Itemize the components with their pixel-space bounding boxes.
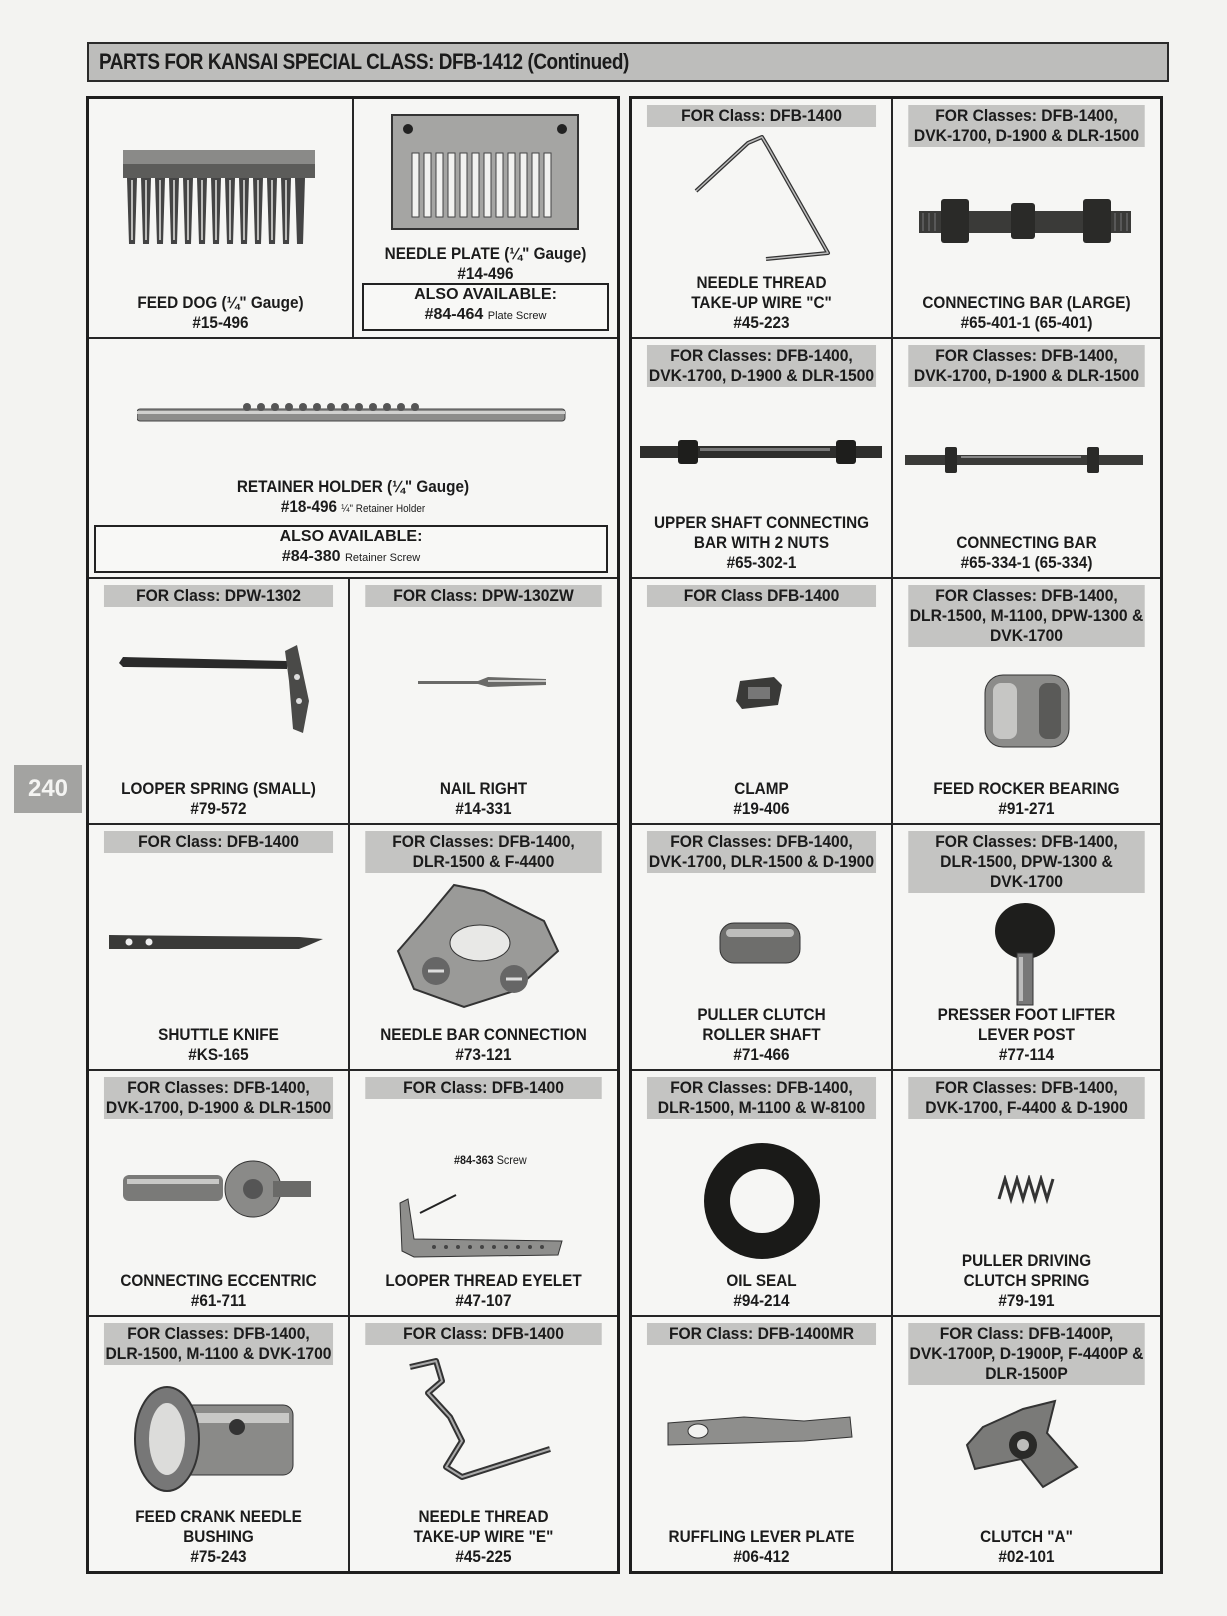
- needle-bar-connection-caption: [363, 1025, 603, 1065]
- oil-seal-image: [702, 1141, 822, 1261]
- needle-plate-name: NEEDLE PLATE (¼" Gauge): [384, 244, 587, 263]
- presser-foot-lifter-image: [991, 901, 1061, 1007]
- page-number-tab: [14, 765, 82, 813]
- feed-dog-caption: [102, 293, 339, 333]
- feed-rocker-bearing-class-banner: FOR Classes: DFB-1400, DLR-1500, M-1100, DPW-1300 & DVK-1700: [909, 586, 1144, 645]
- part-card-oil-seal: [632, 1071, 893, 1317]
- feed-dog-part: #15-496: [192, 313, 249, 332]
- needle-bar-connection-image: [394, 881, 564, 1011]
- ruffling-lever-plate-part: #06-412: [733, 1547, 790, 1566]
- plate-screw-desc: Plate Screw: [487, 310, 547, 322]
- part-card-looper-thread-eyelet: [350, 1071, 617, 1317]
- ruffling-lever-plate-caption: [645, 1527, 878, 1567]
- looper-spring-caption: [102, 779, 335, 819]
- part-card-feed-dog: [89, 99, 354, 339]
- plate-screw-part: #84-464: [424, 306, 484, 323]
- presser-foot-lifter-class-banner: FOR Classes: DFB-1400, DLR-1500, DPW-1300 & DVK-1700: [908, 831, 1144, 893]
- upper-shaft-bar-class-banner: FOR Classes: DFB-1400, DVK-1700, D-1900 & DLR-1500: [648, 346, 875, 385]
- looper-spring-image: [117, 641, 317, 741]
- part-card-feed-rocker-bearing: [893, 579, 1160, 825]
- shuttle-knife-image: [109, 931, 329, 955]
- feed-dog-image: [119, 144, 319, 244]
- take-up-wire-c-part: #45-223: [733, 313, 790, 332]
- connecting-eccentric-name: CONNECTING ECCENTRIC: [120, 1271, 317, 1290]
- upper-shaft-bar-part: #65-302-1: [726, 553, 797, 572]
- ruffling-lever-plate-image: [664, 1413, 854, 1453]
- part-card-clamp: [632, 579, 893, 825]
- clamp-name: CLAMP: [734, 779, 789, 798]
- puller-driving-spring-name-line1: PULLER DRIVING: [961, 1251, 1092, 1270]
- needle-plate-image: [390, 113, 580, 231]
- nail-right-part: #14-331: [455, 799, 512, 818]
- connecting-bar-part: #65-334-1 (65-334): [960, 553, 1093, 572]
- connecting-bar-name: CONNECTING BAR: [956, 533, 1097, 552]
- connecting-bar-large-part: #65-401-1 (65-401): [960, 313, 1093, 332]
- ruffling-lever-plate-name: RUFFLING LEVER PLATE: [668, 1527, 855, 1546]
- connecting-bar-class-banner: FOR Classes: DFB-1400, DVK-1700, D-1900 & DLR-1500: [908, 345, 1144, 387]
- part-card-connecting-bar: [893, 339, 1160, 579]
- presser-foot-lifter-name-line2: LEVER POST: [978, 1025, 1075, 1044]
- connecting-bar-large-class-banner: FOR Classes: DFB-1400, DVK-1700, D-1900 & DLR-1500: [908, 105, 1144, 147]
- feed-crank-bushing-part: #75-243: [190, 1547, 247, 1566]
- needle-plate-also-available: [362, 283, 609, 331]
- feed-rocker-bearing-image: [979, 671, 1075, 751]
- part-card-puller-driving-spring: [893, 1071, 1160, 1317]
- nail-right-name: NAIL RIGHT: [439, 779, 528, 798]
- connecting-eccentric-caption: [102, 1271, 335, 1311]
- presser-foot-lifter-name-line1: PRESSER FOOT LIFTER: [937, 1005, 1116, 1024]
- oil-seal-class-banner: FOR Classes: DFB-1400, DLR-1500, M-1100 & W-8100: [647, 1077, 876, 1119]
- part-card-clutch-a: [893, 1317, 1160, 1571]
- feed-crank-bushing-class-banner: FOR Classes: DFB-1400, DLR-1500, M-1100 & DVK-1700: [105, 1324, 332, 1363]
- needle-bar-connection-class-banner: FOR Classes: DFB-1400, DLR-1500 & F-4400: [365, 831, 601, 873]
- nail-right-caption: [363, 779, 603, 819]
- connecting-bar-image: [905, 445, 1145, 475]
- shuttle-knife-class-banner: FOR Class: DFB-1400: [104, 831, 333, 853]
- feed-crank-bushing-name: FEED CRANK NEEDLE BUSHING: [135, 1507, 302, 1546]
- needle-bar-connection-part: #73-121: [455, 1045, 512, 1064]
- feed-rocker-bearing-part: #91-271: [998, 799, 1055, 818]
- oil-seal-part: #94-214: [733, 1291, 790, 1310]
- puller-clutch-roller-caption: [645, 1005, 878, 1065]
- connecting-bar-large-image: [919, 191, 1133, 251]
- oil-seal-caption: [645, 1271, 878, 1311]
- needle-bar-connection-name: NEEDLE BAR CONNECTION: [380, 1025, 587, 1044]
- oil-seal-name: OIL SEAL: [726, 1271, 797, 1290]
- shuttle-knife-caption: [102, 1025, 335, 1065]
- part-card-take-up-wire-c: [632, 99, 893, 339]
- puller-clutch-roller-name-line2: ROLLER SHAFT: [702, 1025, 821, 1044]
- puller-clutch-roller-image: [718, 921, 802, 965]
- clutch-a-class-banner: FOR Class: DFB-1400P, DVK-1700P, D-1900P, F-4400P & DLR-1500P: [909, 1324, 1144, 1383]
- part-card-presser-foot-lifter: [893, 825, 1160, 1071]
- take-up-wire-e-name-line1: NEEDLE THREAD: [418, 1507, 549, 1526]
- puller-clutch-roller-part: #71-466: [733, 1045, 790, 1064]
- looper-spring-name: LOOPER SPRING (SMALL): [121, 779, 316, 798]
- feed-crank-bushing-caption: [102, 1507, 335, 1567]
- looper-thread-eyelet-part: #47-107: [455, 1291, 512, 1310]
- looper-spring-class-banner: FOR Class: DPW-1302: [104, 585, 333, 607]
- part-card-needle-plate: [354, 99, 617, 339]
- take-up-wire-e-name-line2: TAKE-UP WIRE "E": [413, 1527, 554, 1546]
- needle-plate-part: #14-496: [457, 264, 514, 283]
- shuttle-knife-part: #KS-165: [188, 1045, 249, 1064]
- page-number: 240: [27, 775, 69, 802]
- take-up-wire-e-part: #45-225: [455, 1547, 512, 1566]
- retainer-holder-image: [137, 401, 567, 425]
- take-up-wire-e-class-banner: FOR Class: DFB-1400: [365, 1323, 601, 1345]
- also-available-label: ALSO AVAILABLE:: [279, 528, 423, 545]
- connecting-eccentric-image: [123, 1159, 313, 1219]
- clamp-image: [734, 675, 784, 711]
- feed-crank-bushing-image: [133, 1383, 303, 1493]
- feed-rocker-bearing-caption: [906, 779, 1146, 819]
- part-card-upper-shaft-bar: [632, 339, 893, 579]
- puller-driving-spring-caption: [906, 1251, 1146, 1311]
- part-card-puller-clutch-roller: [632, 825, 893, 1071]
- part-card-nail-right: [350, 579, 617, 825]
- ruffling-lever-plate-class-banner: FOR Class: DFB-1400MR: [647, 1323, 876, 1345]
- clamp-caption: [645, 779, 878, 819]
- nail-right-image: [418, 675, 548, 691]
- looper-thread-eyelet-caption: [363, 1271, 603, 1311]
- connecting-bar-large-caption: [906, 293, 1146, 333]
- take-up-wire-c-class-banner: FOR Class: DFB-1400: [647, 105, 876, 127]
- retainer-screw-part: #84-380: [281, 548, 341, 565]
- part-card-feed-crank-bushing: [89, 1317, 350, 1571]
- retainer-screw-desc: Retainer Screw: [344, 552, 421, 564]
- presser-foot-lifter-caption: [906, 1005, 1146, 1065]
- puller-driving-spring-part: #79-191: [998, 1291, 1055, 1310]
- needle-plate-caption: [367, 244, 604, 284]
- right-parts-panel: [629, 96, 1163, 1574]
- part-card-take-up-wire-e: [350, 1317, 617, 1571]
- take-up-wire-c-image: [692, 135, 842, 265]
- catalog-title: PARTS FOR KANSAI SPECIAL CLASS: DFB-1412 (Continued): [99, 49, 629, 74]
- looper-thread-eyelet-name: LOOPER THREAD EYELET: [385, 1271, 582, 1290]
- looper-spring-part: #79-572: [190, 799, 247, 818]
- part-card-retainer-holder: [89, 339, 617, 579]
- puller-clutch-roller-name-line1: PULLER CLUTCH: [697, 1005, 826, 1024]
- clutch-a-name: CLUTCH "A": [980, 1527, 1073, 1546]
- clutch-a-part: #02-101: [998, 1547, 1055, 1566]
- part-card-looper-spring: [89, 579, 350, 825]
- part-card-needle-bar-connection: [350, 825, 617, 1071]
- left-parts-panel: [86, 96, 620, 1574]
- clamp-part: #19-406: [733, 799, 790, 818]
- connecting-bar-large-name: CONNECTING BAR (LARGE): [922, 293, 1131, 312]
- puller-clutch-roller-class-banner: FOR Classes: DFB-1400, DVK-1700, DLR-1500 & D-1900: [648, 832, 875, 871]
- part-card-connecting-bar-large: [893, 99, 1160, 339]
- take-up-wire-c-caption: [645, 273, 878, 333]
- part-card-connecting-eccentric: [89, 1071, 350, 1317]
- nail-right-class-banner: FOR Class: DPW-130ZW: [365, 585, 601, 607]
- retainer-holder-part: #18-496: [280, 497, 338, 516]
- take-up-wire-e-image: [406, 1357, 556, 1487]
- clamp-class-banner: FOR Class DFB-1400: [647, 585, 876, 607]
- clutch-a-image: [963, 1397, 1083, 1497]
- part-card-ruffling-lever-plate: [632, 1317, 893, 1571]
- retainer-holder-also-available: [94, 525, 608, 573]
- looper-thread-eyelet-class-banner: FOR Class: DFB-1400: [365, 1077, 601, 1099]
- clutch-a-caption: [906, 1527, 1146, 1567]
- connecting-eccentric-class-banner: FOR Classes: DFB-1400, DVK-1700, D-1900 & DLR-1500: [105, 1078, 332, 1117]
- connecting-bar-caption: [906, 533, 1146, 573]
- puller-driving-spring-name-line2: CLUTCH SPRING: [963, 1271, 1090, 1290]
- feed-rocker-bearing-name: FEED ROCKER BEARING: [933, 779, 1120, 798]
- puller-driving-spring-image: [997, 1175, 1057, 1205]
- retainer-holder-desc: ¼" Retainer Holder: [341, 503, 426, 515]
- upper-shaft-bar-image: [640, 437, 884, 467]
- connecting-eccentric-part: #61-711: [190, 1291, 247, 1310]
- take-up-wire-e-caption: [363, 1507, 603, 1567]
- upper-shaft-bar-name-line2: BAR WITH 2 NUTS: [693, 533, 830, 552]
- feed-dog-name: FEED DOG (¼" Gauge): [137, 293, 304, 312]
- shuttle-knife-name: SHUTTLE KNIFE: [158, 1025, 279, 1044]
- retainer-holder-name: RETAINER HOLDER (¼" Gauge): [236, 477, 470, 496]
- also-available-label: ALSO AVAILABLE:: [414, 286, 557, 303]
- upper-shaft-bar-caption: [645, 513, 878, 573]
- take-up-wire-c-name-line1: NEEDLE THREAD: [696, 273, 827, 292]
- catalog-header: [87, 42, 1169, 82]
- eyelet-screw-note: #84-363 Screw: [454, 1153, 527, 1167]
- part-card-shuttle-knife: [89, 825, 350, 1071]
- looper-thread-eyelet-image: [394, 1183, 564, 1263]
- presser-foot-lifter-part: #77-114: [998, 1045, 1055, 1064]
- puller-driving-spring-class-banner: FOR Classes: DFB-1400, DVK-1700, F-4400 & D-1900: [908, 1077, 1144, 1119]
- retainer-holder-caption: [115, 477, 590, 519]
- take-up-wire-c-name-line2: TAKE-UP WIRE "C": [691, 293, 832, 312]
- upper-shaft-bar-name-line1: UPPER SHAFT CONNECTING: [653, 513, 870, 532]
